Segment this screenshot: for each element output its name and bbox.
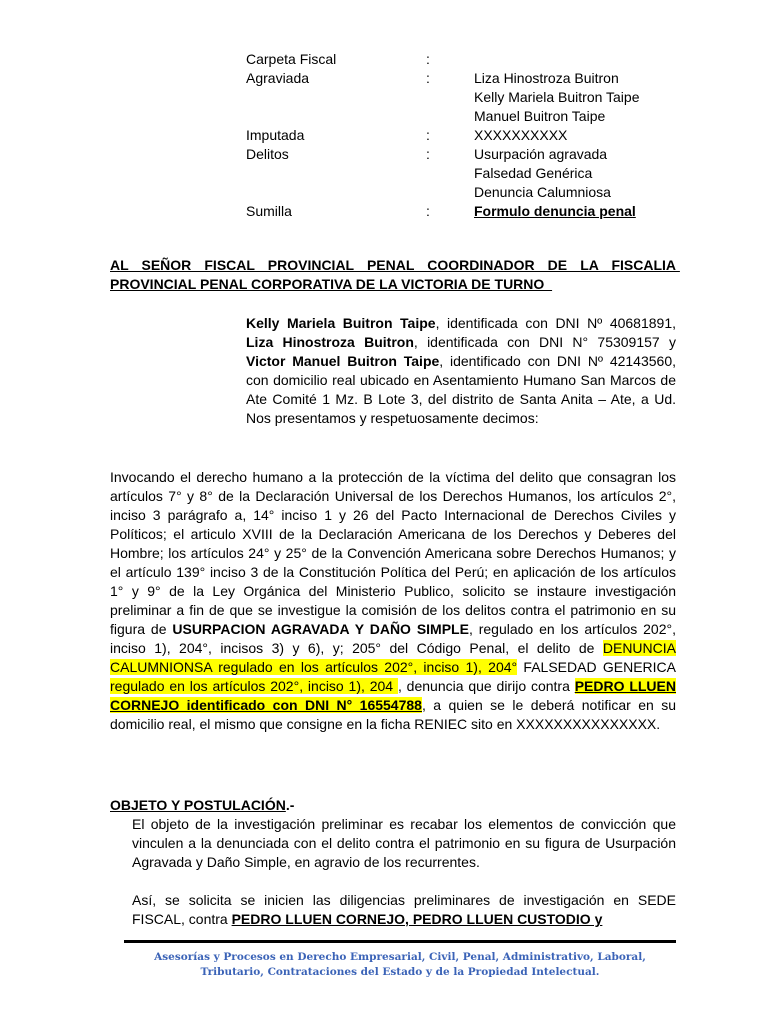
header-value [474,50,686,69]
intro-text: , identificada con DNI Nº 40681891, [435,315,677,331]
objective-paragraph: El objeto de la investigación preliminar es recabar los elementos de convicción que vinculen a la denunciada con el delito contra el patrimonio en su figura de Usurpación Agravada y Daño Simple, en agravio de los recurrentes. [132,816,676,870]
delito-item: Denuncia Calumniosa [474,184,611,200]
body-text: , denuncia que dirijo contra [397,678,575,694]
body-paragraph [110,468,676,734]
complainant-name: Liza Hinostroza Buitron [246,334,414,350]
agraviada-name: Liza Hinostroza Buitron [474,70,619,86]
imputada-value: XXXXXXXXXX [474,127,568,143]
header-label: Sumilla [246,203,292,219]
section-heading [110,796,676,815]
intro-text: , identificada con DNI N° 75309157 y [413,334,676,350]
section-suffix: .- [285,797,295,813]
header-colon: : [426,70,430,86]
header-label: Carpeta Fiscal [246,51,337,67]
complainant-name: Victor Manuel Buitron Taipe [246,353,440,369]
diligences-paragraph [132,891,676,929]
header-label: Agraviada [246,70,310,86]
delito-item: Falsedad Genérica [474,165,593,181]
intro-text: , identificado con DNI Nº 42143560, con domicilio real ubicado en Asentamiento Humano San Marcos de Ate Comité 1 Mz. B Lote 3, del distrito de Santa Anita – Ate, a Ud. Nos presentamos y respetuosamente decimos: [246,353,676,426]
case-header [246,50,686,221]
header-row-delitos [246,145,686,202]
complainant-name: Kelly Mariela Buitron Taipe [246,315,436,331]
header-row-imputada [246,126,686,145]
agraviada-name: Manuel Buitron Taipe [474,108,606,124]
header-colon: : [426,203,430,219]
highlight-denuncia-calumniosa: DENUNCIA CALUMNIONSA regulado en los artículos 202°, inciso 1), 204° [110,640,676,675]
footer-note [124,950,676,980]
header-value [474,145,686,202]
header-colon: : [426,127,430,143]
footer-line: Tributario, Contrataciones del Estado y de la Propiedad Intelectual. [200,966,600,978]
body-text: , regulado en los artículos 202°, inciso 1), 204°, incisos 3) y 6), y; 205° del Código Penal, el delito de [110,621,676,656]
body-text: Invocando el derecho humano a la protección de la víctima del delito que consagran los artículos 7° y 8° de la Declaración Universal de los Derechos Humanos, los artículos 2°, inciso 3 parágrafo a, 14° inciso 1 y 26 del Pacto Internacional de Derechos Civiles y Políticos; el articulo XVIII de la Declaración Americana de los Derechos y Deberes del Hombre; los artículos 24° y 25° de la Convención Americana sobre Derechos Humanos; y el artículo 139° inciso 3 de la Constitución Política del Perú; en aplicación de los artículos 1° y 9° de la Ley Orgánica del Ministerio Publico, solicito se instaure investigación preliminar a fin de que se investigue la comisión de los delitos contra el patrimonio en su figura de [110,469,676,637]
header-row-agraviada [246,69,686,126]
header-value [474,69,686,126]
header-row-sumilla [246,202,686,221]
accused-name: PEDRO LLUEN CORNEJO identificado con DNI N° 16554788 [110,678,676,713]
header-colon: : [426,146,430,162]
crime-usurpacion: USURPACION AGRAVADA Y DAÑO SIMPLE [172,621,469,637]
header-label: Imputada [246,127,305,143]
accused-list: PEDRO LLUEN CORNEJO, PEDRO LLUEN CUSTODIO y [231,911,603,927]
intro-paragraph [246,314,676,428]
body-text: , a quien se le deberá notificar en su domicilio real, el mismo que consigne en la ficha RENIEC sito en XXXXXXXXXXXXXXX. [110,697,676,732]
header-label: Delitos [246,146,289,162]
highlight-falsedad: regulado en los artículos 202°, inciso 1), 204 [110,678,398,694]
footer-line: Asesorías y Procesos en Derecho Empresarial, Civil, Penal, Administrativo, Laboral, [154,951,646,963]
diligences-text: Así, se solicita se inicien las diligencias preliminares de investigación en SEDE FISCAL, contra [132,892,676,927]
sumilla-value: Formulo denuncia penal [474,203,636,219]
addressee-heading: AL SEÑOR FISCAL PROVINCIAL PENAL COORDINADOR DE LA FISCALIA PROVINCIAL PENAL CORPORATIVA DE LA VICTORIA DE TURNO [110,257,680,292]
footer-divider [124,940,676,943]
body-text: FALSEDAD GENERICA [517,659,676,675]
header-colon: : [426,51,430,67]
section-title: OBJETO Y POSTULACIÓN [110,797,286,813]
agraviada-name: Kelly Mariela Buitron Taipe [474,89,640,105]
header-row-carpeta [246,50,686,69]
delito-item: Usurpación agravada [474,146,608,162]
